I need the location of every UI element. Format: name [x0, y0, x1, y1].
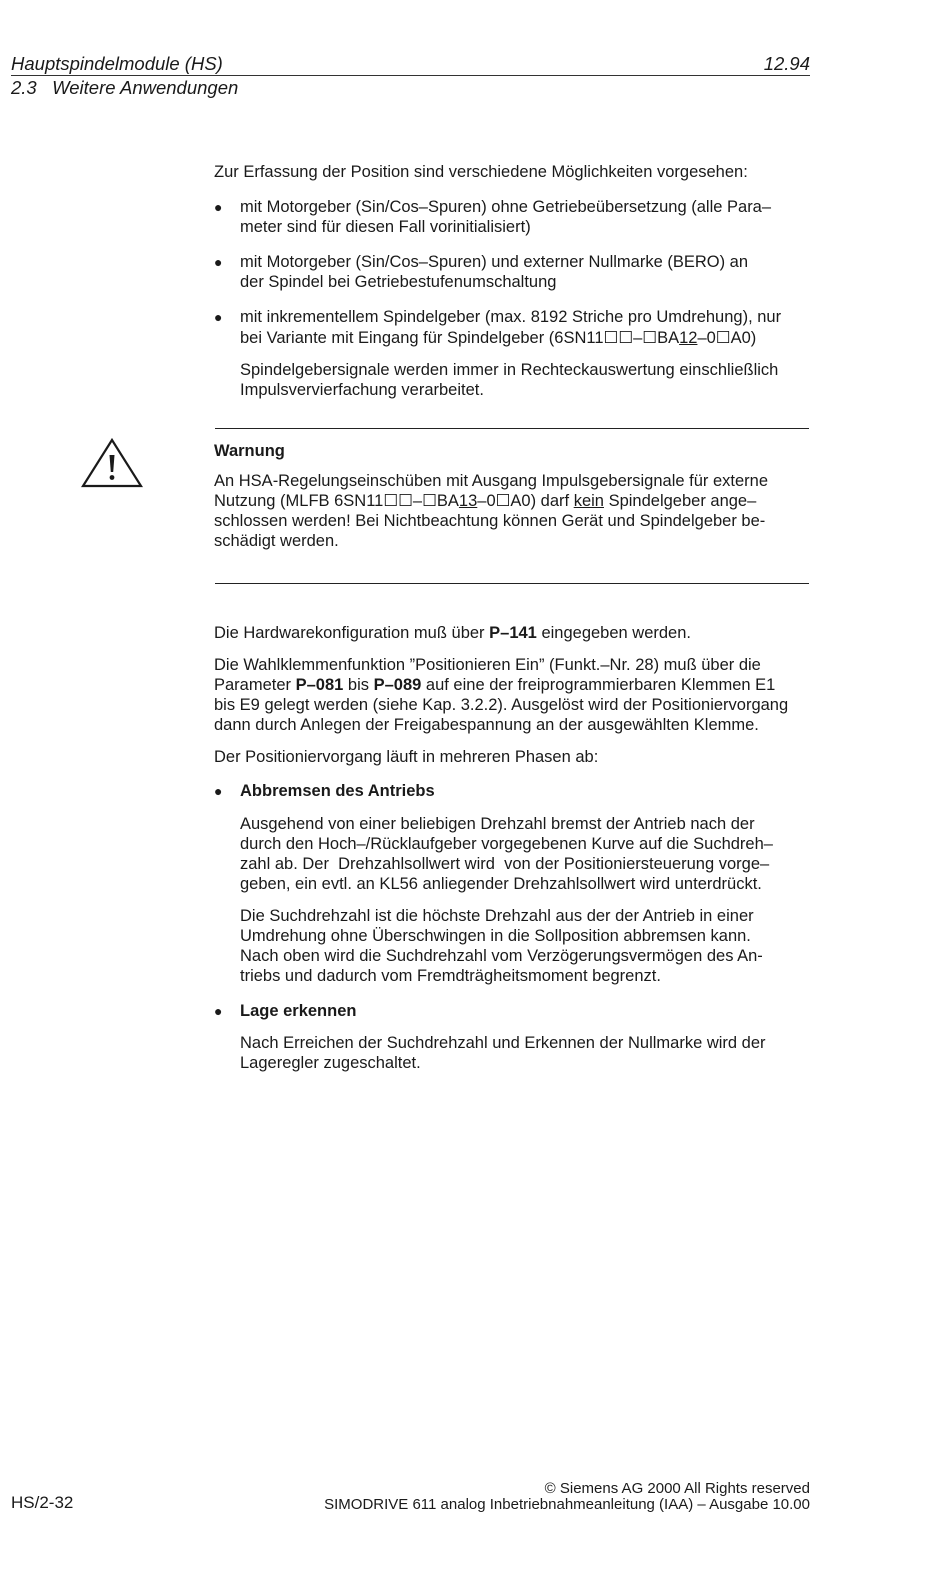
bullet: ● — [214, 783, 223, 799]
intro-text: Zur Erfassung der Position sind verschiedene Möglichkeiten vorgesehen: — [214, 163, 748, 181]
bullet: ● — [214, 309, 223, 325]
phase-1-para-1-line-1: Ausgehend von einer beliebigen Drehzahl bremst der Antrieb nach der — [240, 815, 755, 833]
warning-line-3: schlossen werden! Bei Nichtbeachtung können Gerät und Spindelgeber be- — [214, 512, 766, 530]
copyright-notice: © Siemens AG 2000 All Rights reserved — [544, 1480, 810, 1497]
wahl-line-4: dann durch Anlegen der Freigabespannung an der ausgewählten Klemme. — [214, 716, 759, 734]
bullet: ● — [214, 199, 223, 215]
phase-1-title: Abbremsen des Antriebs — [240, 782, 435, 800]
phase-2-line-2: Lageregler zugeschaltet. — [240, 1054, 421, 1072]
chapter-title: Hauptspindelmodule (HS) — [11, 53, 223, 74]
option-2-line-2: der Spindel bei Getriebestufenumschaltung — [240, 273, 557, 291]
bullet: ● — [214, 1003, 223, 1019]
variant-line: bei Variante mit Eingang für Spindelgeber (6SN11☐☐–☐BA12–0☐A0) — [240, 329, 757, 347]
header-date: 12.94 — [763, 53, 810, 74]
option-1-line-2: meter sind für diesen Fall vorinitialisiert) — [240, 218, 531, 236]
option-3-line-1: mit inkrementellem Spindelgeber (max. 8192 Striche pro Umdrehung), nur — [240, 308, 782, 326]
wahl-line-2: Parameter P–081 bis P–089 auf eine der freiprogrammierbaren Klemmen E1 — [214, 676, 776, 694]
phase-1-para-2-line-2: Umdrehung ohne Überschwingen in die Sollposition abbremsen kann. — [240, 927, 751, 945]
warning-line-2: Nutzung (MLFB 6SN11☐☐–☐BA13–0☐A0) darf kein Spindelgeber ange– — [214, 492, 757, 510]
section-title: 2.3 Weitere Anwendungen — [11, 77, 239, 98]
spindle-signals-line-2: Impulsvervierfachung verarbeitet. — [240, 381, 484, 399]
phases-intro: Der Positioniervorgang läuft in mehreren Phasen ab: — [214, 748, 599, 766]
phase-1-para-1-line-3: zahl ab. Der Drehzahlsollwert wird von der Positioniersteuerung vorge– — [240, 855, 770, 873]
phase-1-para-2-line-4: triebs und dadurch vom Fremdträgheitsmoment begrenzt. — [240, 967, 661, 985]
phase-2-title: Lage erkennen — [240, 1002, 357, 1020]
configuration-section — [214, 0, 810, 1100]
phase-2-line-1: Nach Erreichen der Suchdrehzahl und Erkennen der Nullmarke wird der — [240, 1034, 766, 1052]
warning-line-4: schädigt werden. — [214, 532, 339, 550]
wahl-line-1: Die Wahlklemmenfunktion ”Positionieren Ein” (Funkt.–Nr. 28) muß über die — [214, 656, 761, 674]
wahl-line-3: bis E9 gelegt werden (siehe Kap. 3.2.2). Ausgelöst wird der Positioniervorgang — [214, 696, 789, 714]
hardware-config-text: Die Hardwarekonfiguration muß über P–141 eingegeben werden. — [214, 624, 691, 642]
phase-1-para-2-line-1: Die Suchdrehzahl ist die höchste Drehzahl aus der der Antrieb in einer — [240, 907, 754, 925]
option-2-line-1: mit Motorgeber (Sin/Cos–Spuren) und externer Nullmarke (BERO) an — [240, 253, 749, 271]
page-number: HS/2-32 — [11, 1493, 74, 1512]
spindle-signals-line-1: Spindelgebersignale werden immer in Rechteckauswertung einschließlich — [240, 361, 779, 379]
warning-line-1: An HSA-Regelungseinschüben mit Ausgang Impulsgebersignale für externe — [214, 472, 768, 490]
warning-title: Warnung — [214, 442, 285, 460]
bullet: ● — [214, 254, 223, 270]
document-title: SIMODRIVE 611 analog Inbetriebnahmeanleitung (IAA) – Ausgabe 10.00 — [324, 1496, 810, 1513]
phase-1-para-1-line-2: durch den Hoch–/Rücklaufgeber vorgegebenen Kurve auf die Suchdreh– — [240, 835, 773, 853]
option-1-line-1: mit Motorgeber (Sin/Cos–Spuren) ohne Getriebeübersetzung (alle Para– — [240, 198, 772, 216]
warning-triangle-icon — [80, 437, 144, 489]
phase-1-para-1-line-4: geben, ein evtl. an KL56 anliegender Drehzahlsollwert wird unterdrückt. — [240, 875, 762, 893]
phase-1-para-2-line-3: Nach oben wird die Suchdrehzahl vom Verzögerungsvermögen des An- — [240, 947, 763, 965]
